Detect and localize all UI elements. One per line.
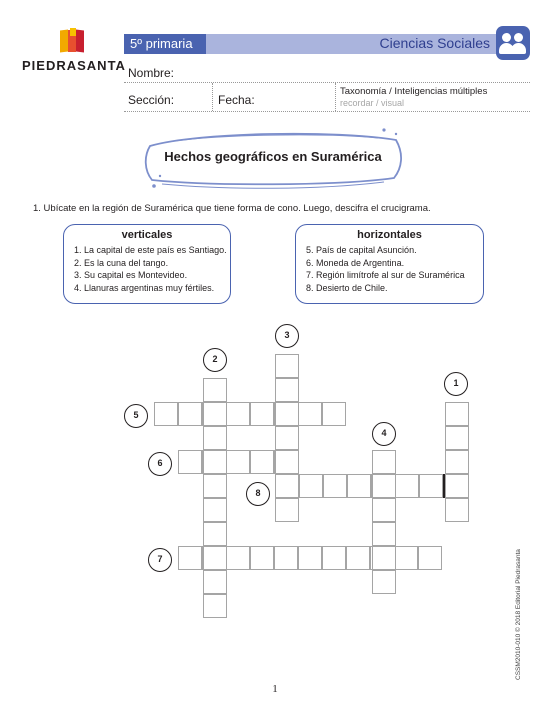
crossword-cell[interactable] [372, 522, 396, 546]
crossword-cell[interactable] [445, 498, 469, 522]
crossword-cell[interactable] [203, 378, 227, 402]
clue-number-1: 1 [444, 372, 468, 396]
crossword-cell[interactable] [203, 402, 227, 426]
crossword-cell[interactable] [347, 474, 371, 498]
crossword-cell[interactable] [203, 498, 227, 522]
instruction-text: 1. Ubícate en la región de Suramérica que tiene forma de cono. Luego, descifra el crucigrama. [33, 203, 431, 214]
crossword-cell[interactable] [154, 402, 178, 426]
crossword-cell[interactable] [372, 546, 396, 570]
crossword-cell[interactable] [275, 354, 299, 378]
section-label: Sección: [128, 93, 175, 107]
crossword-cell[interactable] [275, 498, 299, 522]
clue-number-5: 5 [124, 404, 148, 428]
page-number: 1 [272, 683, 278, 695]
crossword-cell[interactable] [298, 546, 322, 570]
crossword-cell[interactable] [274, 546, 298, 570]
crossword-cell[interactable] [226, 546, 250, 570]
crossword-cell[interactable] [203, 450, 227, 474]
crossword-cell[interactable] [419, 474, 443, 498]
publisher-logo [22, 28, 126, 73]
horizontal-clue: 7. Región limítrofe al sur de Suramérica [306, 270, 465, 281]
crossword-cell[interactable] [203, 522, 227, 546]
horizontals-heading: horizontales [357, 229, 422, 241]
crossword-cell[interactable] [372, 450, 396, 474]
book-logo-icon [58, 28, 86, 54]
crossword-cell[interactable] [445, 426, 469, 450]
crossword-cell[interactable] [203, 594, 227, 618]
crossword-cell[interactable] [395, 474, 419, 498]
crossword-cell[interactable] [445, 450, 469, 474]
crossword-cell[interactable] [372, 474, 396, 498]
crossword-cell[interactable] [445, 474, 469, 498]
crossword-cell[interactable] [203, 426, 227, 450]
clue-number-6: 6 [148, 452, 172, 476]
horizontal-clue: 6. Moneda de Argentina. [306, 257, 405, 268]
copyright-code: CSSM2010-010 © 2018 Editorial Piedrasanta [515, 549, 522, 680]
crossword-cell[interactable] [322, 402, 346, 426]
crossword-cell[interactable] [445, 402, 469, 426]
verticals-box [63, 224, 231, 304]
crossword-cell[interactable] [346, 546, 370, 570]
crossword-cell[interactable] [372, 498, 396, 522]
crossword-cell[interactable] [203, 474, 227, 498]
clue-number-7: 7 [148, 548, 172, 572]
publisher-name: PIEDRASANTA [22, 58, 126, 73]
crossword-cell[interactable] [418, 546, 442, 570]
horizontals-box [295, 224, 484, 304]
crossword-cell[interactable] [323, 474, 347, 498]
crossword-cell[interactable] [299, 474, 323, 498]
crossword-cell[interactable] [275, 402, 299, 426]
worksheet-title: Hechos geográficos en Suramérica [164, 149, 382, 164]
name-line [124, 82, 530, 83]
vertical-clue: 3. Su capital es Montevideo. [74, 270, 188, 281]
crossword-cell[interactable] [275, 474, 299, 498]
crossword-cell[interactable] [250, 450, 274, 474]
vertical-clue: 2. Es la cuna del tango. [74, 257, 169, 268]
crossword-cell[interactable] [250, 546, 274, 570]
vertical-clue: 4. Llanuras argentinas muy fértiles. [74, 282, 215, 293]
crossword-cell[interactable] [298, 402, 322, 426]
horizontal-clue: 8. Desierto de Chile. [306, 282, 388, 293]
crossword-cell[interactable] [178, 546, 202, 570]
grade-label: 5º primaria [124, 34, 206, 54]
crossword-cell[interactable] [226, 450, 250, 474]
crossword-cell[interactable] [250, 402, 274, 426]
clue-number-2: 2 [203, 348, 227, 372]
clue-number-8: 8 [246, 482, 270, 506]
crossword-cell[interactable] [178, 402, 202, 426]
taxonomy-subtitle: recordar / visual [340, 98, 405, 108]
horizontal-clue: 5. País de capital Asunción. [306, 245, 417, 255]
name-label: Nombre: [128, 66, 175, 80]
verticals-heading: verticales [121, 229, 173, 241]
crossword-cell[interactable] [372, 570, 396, 594]
vertical-clue: 1. La capital de este país es Santiago. [74, 245, 227, 255]
crossword-cell[interactable] [322, 546, 346, 570]
crossword-cell[interactable] [275, 378, 299, 402]
crossword-cell[interactable] [394, 546, 418, 570]
taxonomy-label: Taxonomía / Inteligencias múltiples [340, 86, 488, 97]
crossword-cell[interactable] [178, 450, 202, 474]
people-icon [496, 26, 530, 60]
crossword-cell[interactable] [203, 570, 227, 594]
clue-number-4: 4 [372, 422, 396, 446]
clue-number-3: 3 [275, 324, 299, 348]
crossword-cell[interactable] [275, 450, 299, 474]
crossword-cell[interactable] [275, 426, 299, 450]
date-label: Fecha: [218, 93, 255, 107]
crossword-cell[interactable] [226, 402, 250, 426]
crossword-divider [443, 474, 445, 498]
section-line [124, 111, 530, 112]
subject-title: Ciencias Sociales [206, 34, 498, 54]
crossword-cell[interactable] [203, 546, 227, 570]
